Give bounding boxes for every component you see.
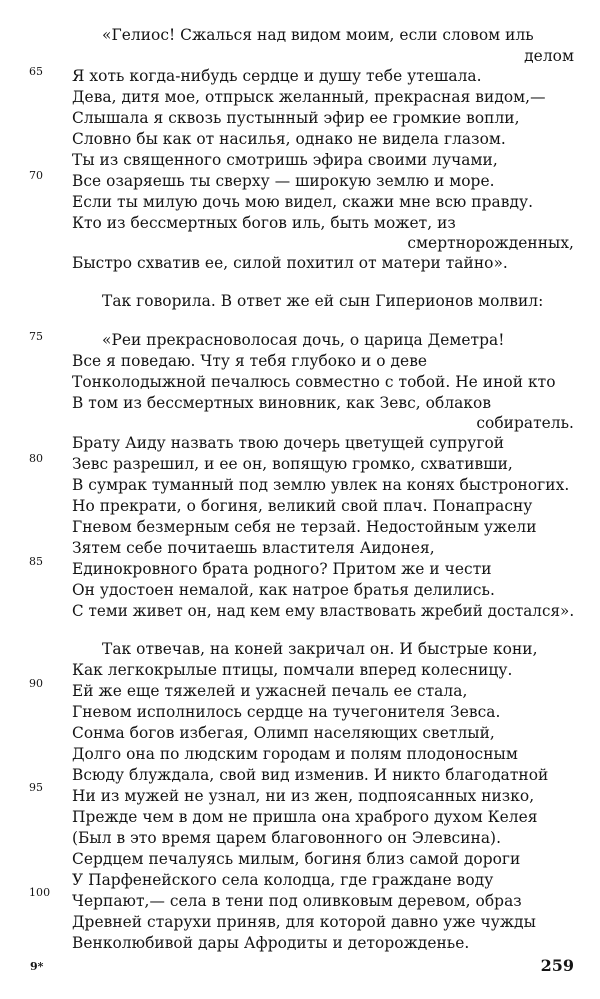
narration-line: Так отвечав, на коней закричал он. И быстрые кони, xyxy=(102,640,538,658)
verse-line: Все озаряешь ты сверху — широкую землю и море. xyxy=(72,172,495,190)
verse-line: Долго она по людским городам и полям плодоносным xyxy=(72,745,518,763)
verse-line: Зятем себе почитаешь властителя Аидонея, xyxy=(72,539,435,557)
verse-line: Все я поведаю. Чту я тебя глубоко и о деве xyxy=(72,352,428,370)
verse-line: Словно бы как от насилья, однако не видела глазом. xyxy=(72,130,506,148)
verse-line: Быстро схватив ее, силой похитил от матери тайно». xyxy=(72,254,508,272)
verse-line: Сердцем печалуясь милым, богиня близ самой дороги xyxy=(72,850,521,868)
verse-line: Но прекрати, о богиня, великий свой плач. Понапрасну xyxy=(72,497,533,515)
verse-line: Как легкокрылые птицы, помчали вперед колесницу. xyxy=(72,661,513,679)
verse-line: Всюду блуждала, свой вид изменив. И никто благодатной xyxy=(72,766,549,784)
verse-line: Гневом исполнилось сердце на тучегонителя Зевса. xyxy=(72,703,501,721)
verse-line: Единокровного брата родного? Притом же и чести xyxy=(72,560,492,578)
verse-line: Венколюбивой дары Афродиты и деторожденье. xyxy=(72,934,470,952)
verse-line: Слышала я сквозь пустынный эфир ее громкие вопли, xyxy=(72,109,520,127)
verse-line: Если ты милую дочь мою видел, скажи мне всю правду. xyxy=(72,193,534,211)
verse-line: Он удостоен немалой, как натрое братья делились. xyxy=(72,581,495,599)
verse-line: В том из бессмертных виновник, как Зевс, облаков xyxy=(72,394,492,412)
verse-line: Ты из священного смотришь эфира своими лучами, xyxy=(72,151,498,169)
verse-line: Гневом безмерным себя не терзай. Недостойным ужели xyxy=(72,518,537,536)
line-number: 80 xyxy=(29,452,44,465)
line-number: 90 xyxy=(29,677,44,690)
verse-line: Тонколодыжной печалюсь совместно с тобой. Не иной кто xyxy=(72,373,556,391)
verse-line: «Реи прекрасноволосая дочь, о царица Деметра! xyxy=(102,331,505,349)
line-number: 75 xyxy=(29,330,44,343)
verse-line: Зевс разрешил, и ее он, вопящую громко, схвативши, xyxy=(72,455,513,473)
verse-line: В сумрак туманный под землю увлек на конях быстроногих. xyxy=(72,476,570,494)
line-number: 95 xyxy=(29,781,44,794)
line-number: 100 xyxy=(29,886,51,899)
verse-line: (Был в это время царем благовонного он Элевсина). xyxy=(72,829,502,847)
verse-line: «Гелиос! Сжалься над видом моим, если словом иль xyxy=(102,26,534,44)
verse-line: Кто из бессмертных богов иль, быть может, из xyxy=(72,214,456,232)
verse-line: Сонма богов избегая, Олимп населяющих светлый, xyxy=(72,724,495,742)
verse-line: Ни из мужей не узнал, ни из жен, подпоясанных низко, xyxy=(72,787,535,805)
verse-line-continuation: делом xyxy=(524,47,574,65)
verse-line-continuation: смертнорожденных, xyxy=(407,234,574,252)
verse-line: С теми живет он, над кем ему властвовать жребий достался». xyxy=(72,602,575,620)
verse-line: Я хоть когда-нибудь сердце и душу тебе утешала. xyxy=(72,67,482,85)
signature-mark: 9* xyxy=(30,960,44,973)
narration-line: Так говорила. В ответ же ей сын Гиперионов молвил: xyxy=(102,292,544,310)
verse-line: Дева, дитя мое, отпрыск желанный, прекрасная видом,— xyxy=(72,88,546,106)
page-number: 259 xyxy=(540,956,574,975)
verse-line: Черпают,— села в тени под оливковым деревом, образ xyxy=(72,892,522,910)
line-number: 85 xyxy=(29,555,44,568)
verse-line: Древней старухи приняв, для которой давно уже чужды xyxy=(72,913,536,931)
verse-line: Ей же еще тяжелей и ужасней печаль ее стала, xyxy=(72,682,468,700)
verse-line: У Парфенейского села колодца, где граждане воду xyxy=(72,871,494,889)
verse-line-continuation: собиратель. xyxy=(476,414,574,432)
line-number: 70 xyxy=(29,169,44,182)
verse-line: Прежде чем в дом не пришла она храброго духом Келея xyxy=(72,808,538,826)
line-number: 65 xyxy=(29,65,44,78)
verse-line: Брату Аиду назвать твою дочерь цветущей супругой xyxy=(72,434,505,452)
